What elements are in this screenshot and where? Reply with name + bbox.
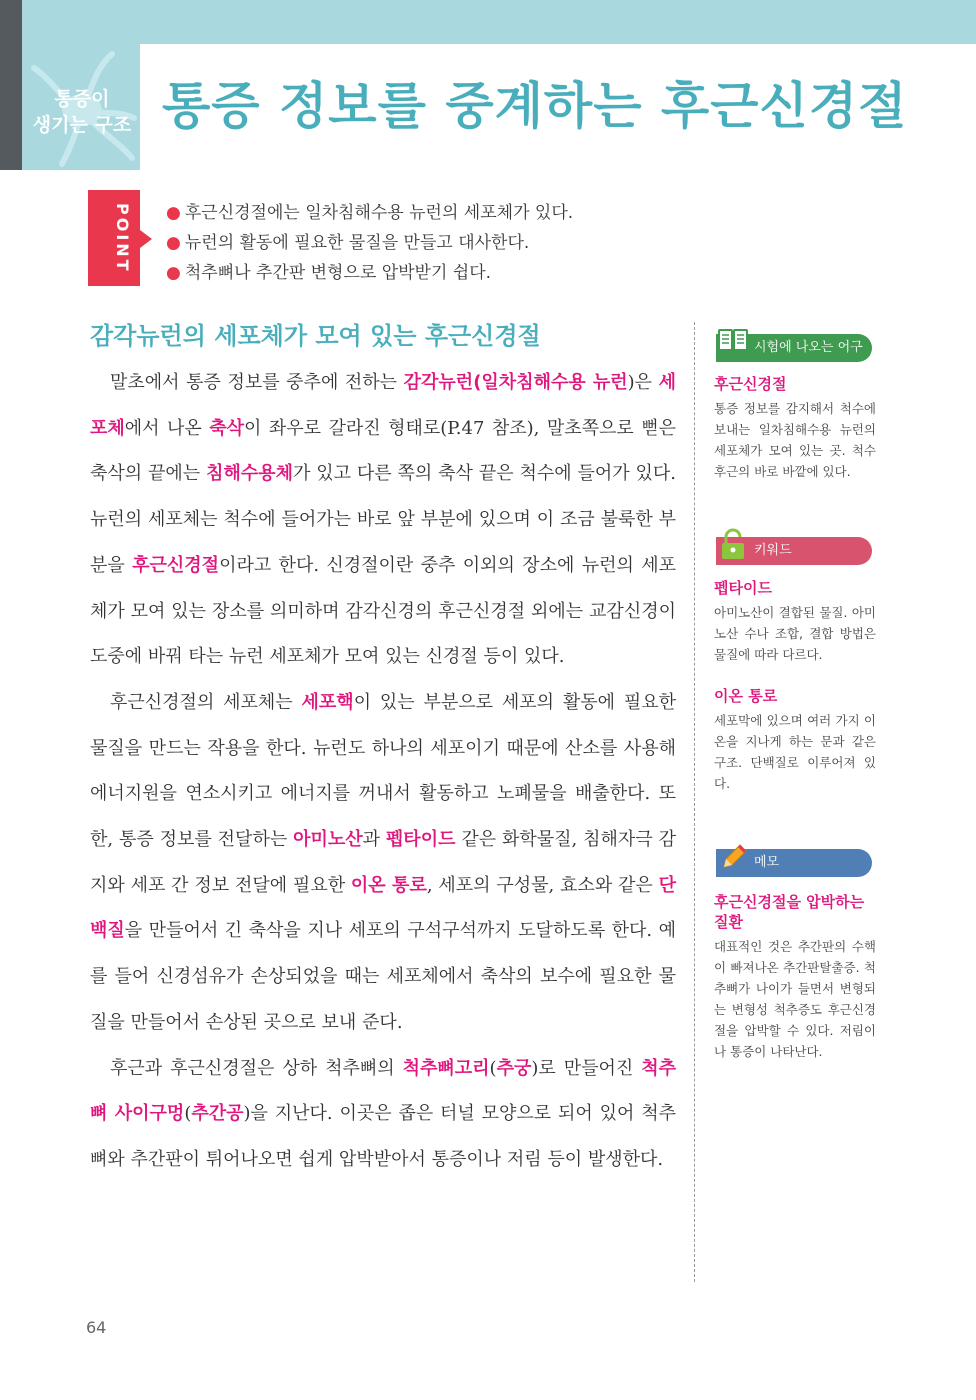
lock-icon bbox=[716, 527, 750, 561]
keyword-highlight: 이온 통로 bbox=[350, 874, 427, 896]
point-item: ● 뉴런의 활동에 필요한 물질을 만들고 대사한다. bbox=[166, 233, 530, 253]
point-item: ● 후근신경절에는 일차침해수용 뉴런의 세포체가 있다. bbox=[166, 203, 574, 223]
header-band bbox=[22, 0, 976, 44]
chapter-label bbox=[24, 86, 140, 138]
exam-term-desc: 통증 정보를 감지해서 척수에 보내는 일차침해수용 뉴런의 세포체가 모여 있는 곳. 척수 후근의 바로 바깥에 있다. bbox=[714, 401, 876, 479]
bullet-icon: ● bbox=[166, 203, 181, 223]
left-edge-bar bbox=[0, 0, 22, 170]
exam-terms-header-label: 시험에 나오는 어구 bbox=[754, 340, 863, 355]
keyword-highlight: 일차침해수용 뉴런 bbox=[481, 372, 628, 393]
memo-header-label: 메모 bbox=[754, 855, 780, 870]
point-label: POINT bbox=[113, 202, 132, 274]
exam-terms-header bbox=[716, 334, 872, 362]
keyword-desc: 아미노산이 결합된 물질. 아미노산 수나 조합, 결합 방법은 물질에 따라 다르다. bbox=[714, 605, 876, 662]
memo-term: 후근신경절을 압박하는 질환 bbox=[714, 893, 865, 931]
article-body bbox=[90, 360, 676, 1183]
section-heading: 감각뉴런의 세포체가 모여 있는 후근신경절 bbox=[90, 322, 541, 350]
keyword-header bbox=[716, 537, 872, 565]
chapter-label-line2: 생기는 구조 bbox=[32, 114, 132, 136]
paragraph-1: 말초에서 통증 정보를 중추에 전하는 감각뉴런(일차침해수용 뉴런)은 세포체에서 나온 축삭이 좌우로 갈라진 형태로(P.47 참조), 말초쪽으로 뻗은 축삭의 끝에는 침해수용체가 있고 다른 쪽의 축삭 끝은 척수에 들어가 있다. 뉴런의 세포체는 척수에 들어가는 바로 앞 부분에 있으며 이 조금 불룩한 부분을 후근신경절이라고 한다. 신경절이란 중추 이외의 장소에 뉴런의 세포체가 모여 있는 장소를 의미하며 감각신경의 후근신경절 외에는 교감신경이 도중에 바꿔 타는 뉴런 세포체가 모여 있는 신경절 등이 있다. bbox=[90, 372, 677, 668]
keyword-highlight: 단백질 bbox=[90, 874, 677, 942]
memo-desc: 대표적인 것은 추간판의 수핵이 빠져나온 추간판탈출증. 척추뼈가 나이가 들면서 변형되는 변형성 척추증도 후근신경절을 압박할 수 있다. 저림이나 통증이 나타난다. bbox=[714, 939, 876, 1059]
paragraph-2: 후근신경절의 세포체는 세포핵이 있는 부분으로 세포의 활동에 필요한 물질을 만드는 작용을 한다. 뉴런도 하나의 세포이기 때문에 산소를 사용해 에너지원을 연소시키고 에너지를 꺼내서 활동하고 노폐물을 배출한다. 또한, 통증 정보를 전달하는 아미노산과 펩타이드 같은 화학물질, 침해자극 감지와 세포 간 정보 전달에 필요한 이온 통로, 세포의 구성물, 효소와 같은 단백질을 만들어서 긴 축삭을 지나 세포의 구석구석까지 도달하도록 한다. 예를 들어 신경섬유가 손상되었을 때는 세포체에서 축삭의 보수에 필요한 물질을 만들어서 손상된 곳으로 보내 준다. bbox=[90, 691, 677, 1033]
keyword-highlight: 추간공 bbox=[191, 1103, 244, 1125]
memo-header bbox=[716, 849, 872, 877]
keyword-highlight: 축삭 bbox=[209, 417, 245, 439]
keyword-highlight: 세포핵 bbox=[301, 691, 354, 713]
bullet-icon: ● bbox=[166, 233, 181, 253]
keyword-highlight: 세포체 bbox=[90, 372, 677, 439]
keyword-highlight: 펩타이드 bbox=[385, 829, 456, 851]
page-number: 64 bbox=[86, 1318, 107, 1337]
keyword-highlight: 후근신경절 bbox=[132, 554, 220, 576]
point-list bbox=[166, 198, 573, 288]
paragraph-3: 후근과 후근신경절은 상하 척추뼈의 척추뼈고리(추궁)로 만들어진 척추뼈 사이구멍(추간공)을 지난다. 이곳은 좁은 터널 모양으로 되어 있어 척추뼈와 추간판이 튀어나오면 쉽게 압박받아서 통증이나 저림 등이 발생한다. bbox=[90, 1057, 676, 1170]
keyword-desc: 세포막에 있으며 여러 가지 이온을 지나게 하는 문과 같은 구조. 단백질로 이루어져 있다. bbox=[714, 713, 876, 791]
page-title: 통증 정보를 중계하는 후근신경절 bbox=[162, 77, 908, 135]
keyword-highlight: 척추뼈고리 bbox=[402, 1057, 490, 1079]
keyword-highlight: 추궁 bbox=[496, 1057, 532, 1079]
exam-term: 후근신경절 bbox=[714, 375, 787, 393]
keyword-highlight: 감각뉴런 bbox=[403, 372, 474, 393]
keyword-highlight: 아미노산 bbox=[293, 829, 363, 851]
chapter-label-line1: 통증이 bbox=[54, 88, 110, 110]
bullet-icon: ● bbox=[166, 263, 181, 283]
keyword-highlight: 척추뼈 사이구멍 bbox=[90, 1057, 676, 1125]
keyword-highlight: 침해수용체 bbox=[206, 463, 294, 485]
keyword-term: 펩타이드 bbox=[714, 579, 772, 597]
pencil-icon bbox=[716, 839, 750, 873]
keyword-term: 이온 통로 bbox=[714, 687, 778, 705]
book-icon bbox=[716, 324, 750, 358]
keyword-header-label: 키워드 bbox=[754, 543, 792, 558]
column-divider bbox=[694, 322, 695, 1282]
point-item: ● 척추뼈나 추간판 변형으로 압박받기 쉽다. bbox=[166, 263, 492, 283]
point-tab-arrow bbox=[140, 230, 152, 248]
